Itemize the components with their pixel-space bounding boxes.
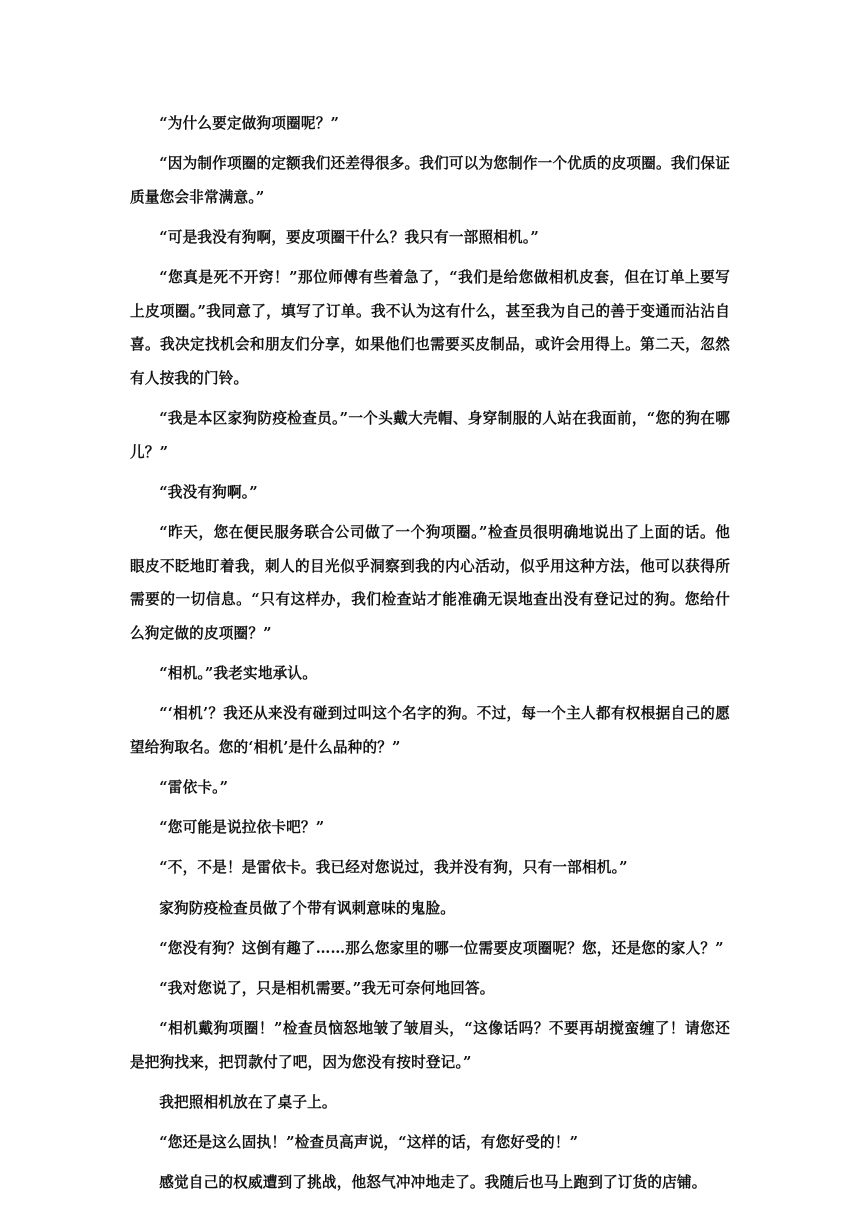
paragraph: “相机。”我老实地承认。: [159, 665, 318, 683]
paragraph: “您真是死不开窍！”那位师傅有些着急了，“我们是给您做相机皮套，但在订单上要写上皮项圈。”我同意了，填写了订单。我不认为这有什么，甚至我为自己的善于变通而沾沾自喜。我决定找机会和朋友们分享，如果他们也需要买皮制品，或许会用得上。第二天，忽然有人按我的门铃。: [130, 269, 730, 387]
paragraph: “我对您说了，只是相机需要。”我无可奈何地回答。: [159, 979, 495, 997]
paragraph: “您可能是说拉依卡吧？”: [159, 819, 325, 837]
paragraph: “不，不是！是雷依卡。我已经对您说过，我并没有狗，只有一部相机。”: [159, 859, 628, 877]
paragraph: “因为制作项圈的定额我们还差得很多。我们可以为您制作一个优质的皮项圈。我们保证质量您会非常满意。”: [130, 155, 730, 206]
paragraph: “您没有狗？这倒有趣了……那么您家里的哪一位需要皮项圈呢？您，还是您的家人？”: [159, 939, 724, 957]
story-text: [130, 107, 730, 1207]
paragraph: “您还是这么固执！”检查员高声说，“这样的话，有您好受的！”: [159, 1134, 579, 1152]
paragraph: 家狗防疫检查员做了个带有讽刺意味的鬼脸。: [159, 899, 456, 917]
paragraph: 感觉自己的权威遭到了挑战，他怒气冲冲地走了。我随后也马上跑到了订货的店铺。: [159, 1174, 707, 1192]
paragraph: “可是我没有狗啊，要皮项圈干什么？我只有一部照相机。”: [159, 228, 539, 246]
paragraph: “‘相机’？我还从来没有碰到过叫这个名字的狗。不过，每一个主人都有权根据自己的愿望给狗取名。您的‘相机’是什么品种的？”: [130, 705, 730, 756]
paragraph: “我没有狗啊。”: [159, 483, 258, 501]
paragraph: “雷依卡。”: [159, 779, 229, 797]
paragraph: “昨天，您在便民服务联合公司做了一个狗项圈。”检查员很明确地说出了上面的话。他眼皮不眨地盯着我，刺人的目光似乎洞察到我的内心活动，似乎用这种方法，他可以获得所需要的一切信息。“只有这样办，我们检查站才能准确无误地查出没有登记过的狗。您给什么狗定做的皮项圈？”: [130, 524, 730, 642]
paragraph: “我是本区家狗防疫检查员。”一个头戴大壳帽、身穿制服的人站在我面前，“您的狗在哪儿？”: [130, 410, 730, 461]
paragraph: 我把照相机放在了桌子上。: [159, 1093, 337, 1111]
paragraph: “相机戴狗项圈！”检查员恼怒地皱了皱眉头，“这像话吗？不要再胡搅蛮缠了！请您还是把狗找来，把罚款付了吧，因为您没有按时登记。”: [130, 1020, 730, 1071]
paragraph: “为什么要定做狗项圈呢？”: [159, 115, 340, 132]
